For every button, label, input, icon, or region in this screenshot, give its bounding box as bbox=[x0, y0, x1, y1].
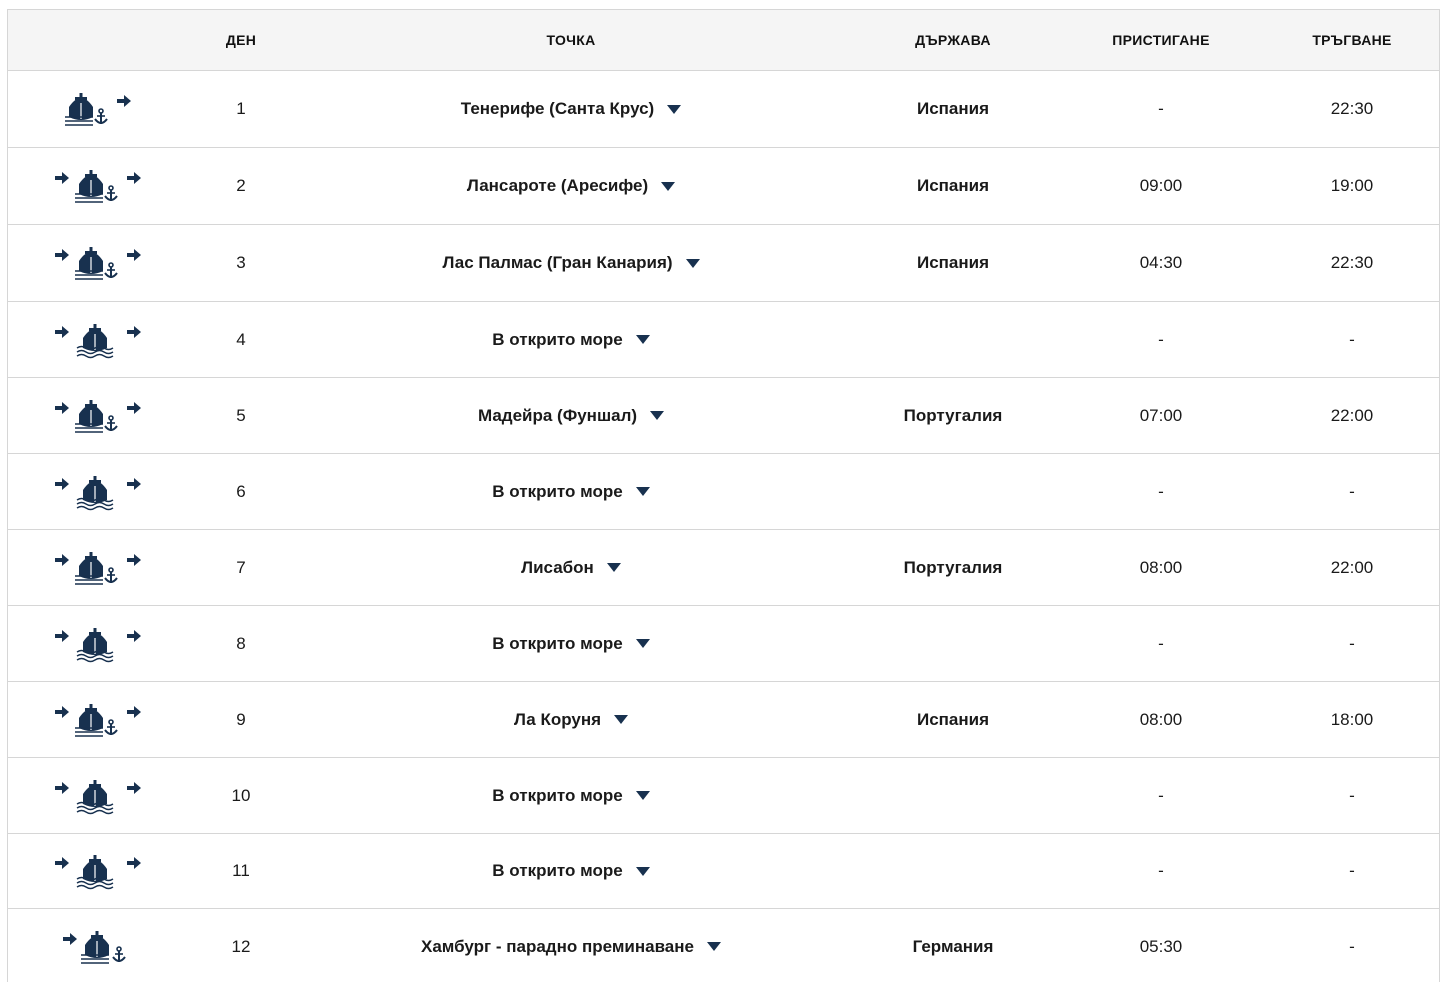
point-name: Ла Коруня bbox=[513, 709, 602, 729]
arrival-cell: - bbox=[1158, 481, 1164, 501]
point-name: Лисабон bbox=[521, 557, 594, 577]
departure-cell: 18:00 bbox=[1330, 709, 1374, 729]
route-icon-cell bbox=[8, 148, 188, 224]
point-name: В открито море bbox=[492, 633, 623, 653]
point-dropdown[interactable] bbox=[461, 99, 681, 119]
country-cell: Испания bbox=[916, 176, 990, 195]
route-icon-cell bbox=[8, 834, 188, 908]
arrival-cell: - bbox=[1158, 99, 1164, 118]
table-row bbox=[8, 71, 1439, 148]
country-cell bbox=[848, 454, 1058, 529]
country-cell: Испания bbox=[916, 99, 990, 118]
point-dropdown[interactable] bbox=[442, 253, 699, 273]
ship-port-end-icon bbox=[53, 925, 143, 969]
ship-port-icon bbox=[53, 698, 143, 742]
point-name: Мадейра (Фуншал) bbox=[477, 405, 638, 425]
header-country: ДЪРЖАВА bbox=[915, 32, 991, 48]
day-cell: 9 bbox=[236, 709, 246, 729]
country-cell: Испания bbox=[916, 253, 990, 272]
ship-sea-icon bbox=[53, 622, 143, 666]
table-row bbox=[8, 378, 1439, 454]
point-cell bbox=[294, 454, 848, 529]
table-row bbox=[8, 682, 1439, 758]
point-name: Лас Палмас (Гран Канария) bbox=[442, 253, 673, 272]
day-cell: 5 bbox=[236, 405, 246, 425]
country-cell bbox=[848, 834, 1058, 908]
point-dropdown[interactable] bbox=[514, 710, 628, 730]
ship-sea-icon bbox=[53, 774, 143, 818]
arrival-cell: 07:00 bbox=[1139, 405, 1183, 425]
table-row bbox=[8, 606, 1439, 682]
arrival-cell: - bbox=[1158, 861, 1164, 880]
point-name: В открито море bbox=[492, 329, 623, 349]
route-icon-cell bbox=[8, 378, 188, 453]
header-departure: ТРЪГВАНЕ bbox=[1312, 32, 1392, 48]
route-icon-cell bbox=[8, 225, 188, 301]
header-point: ТОЧКА bbox=[546, 32, 596, 48]
point-cell bbox=[294, 71, 848, 147]
table-row bbox=[8, 225, 1439, 302]
arrival-cell: 09:00 bbox=[1139, 176, 1183, 195]
departure-cell: 22:00 bbox=[1330, 405, 1374, 425]
arrival-cell: - bbox=[1158, 329, 1164, 349]
point-cell bbox=[294, 148, 848, 224]
route-icon-cell bbox=[8, 530, 188, 605]
caret-down-icon[interactable] bbox=[636, 639, 650, 648]
table-row bbox=[8, 834, 1439, 909]
point-dropdown[interactable] bbox=[492, 861, 649, 881]
arrival-cell: 08:00 bbox=[1139, 557, 1183, 577]
table-row bbox=[8, 454, 1439, 530]
arrival-cell: 04:30 bbox=[1139, 253, 1183, 272]
header-arrival: ПРИСТИГАНЕ bbox=[1112, 32, 1210, 48]
country-cell bbox=[848, 758, 1058, 833]
country-cell bbox=[848, 606, 1058, 681]
point-dropdown[interactable] bbox=[492, 330, 649, 350]
caret-down-icon[interactable] bbox=[650, 411, 664, 420]
table-header bbox=[8, 10, 1439, 71]
point-cell bbox=[294, 606, 848, 681]
point-cell bbox=[294, 758, 848, 833]
route-icon-cell bbox=[8, 909, 188, 982]
caret-down-icon[interactable] bbox=[636, 867, 650, 876]
caret-down-icon[interactable] bbox=[614, 715, 628, 724]
table-row bbox=[8, 148, 1439, 225]
caret-down-icon[interactable] bbox=[636, 487, 650, 496]
day-cell: 10 bbox=[231, 785, 251, 805]
header-day: ДЕН bbox=[225, 32, 257, 48]
point-dropdown[interactable] bbox=[467, 176, 675, 196]
day-cell: 1 bbox=[236, 99, 246, 118]
point-cell bbox=[294, 909, 848, 982]
ship-port-icon bbox=[53, 164, 143, 208]
point-name: Лансароте (Аресифе) bbox=[466, 176, 649, 195]
route-icon-cell bbox=[8, 682, 188, 757]
country-cell: Португалия bbox=[903, 405, 1003, 425]
departure-cell: - bbox=[1349, 861, 1355, 880]
departure-cell: 22:30 bbox=[1330, 253, 1374, 272]
day-cell: 12 bbox=[231, 936, 251, 956]
point-dropdown[interactable] bbox=[492, 634, 649, 654]
route-icon-cell bbox=[8, 454, 188, 529]
ship-port-icon bbox=[53, 241, 143, 285]
day-cell: 7 bbox=[236, 557, 246, 577]
departure-cell: - bbox=[1349, 936, 1355, 956]
point-cell bbox=[294, 378, 848, 453]
caret-down-icon[interactable] bbox=[707, 942, 721, 951]
point-cell bbox=[294, 682, 848, 757]
country-cell: Германия bbox=[912, 936, 994, 956]
caret-down-icon[interactable] bbox=[661, 182, 675, 191]
caret-down-icon[interactable] bbox=[636, 791, 650, 800]
point-dropdown[interactable] bbox=[421, 937, 721, 957]
departure-cell: - bbox=[1349, 633, 1355, 653]
day-cell: 3 bbox=[236, 253, 246, 272]
day-cell: 11 bbox=[232, 861, 250, 880]
day-cell: 2 bbox=[236, 176, 246, 195]
ship-port-icon bbox=[53, 394, 143, 438]
route-icon-cell bbox=[8, 71, 188, 147]
itinerary-table bbox=[7, 9, 1440, 982]
table-row bbox=[8, 302, 1439, 378]
ship-sea-icon bbox=[53, 849, 143, 893]
ship-port-icon bbox=[53, 546, 143, 590]
country-cell: Португалия bbox=[903, 557, 1003, 577]
day-cell: 4 bbox=[236, 329, 246, 349]
route-icon-cell bbox=[8, 606, 188, 681]
point-cell bbox=[294, 530, 848, 605]
point-cell bbox=[294, 225, 848, 301]
ship-sea-icon bbox=[53, 470, 143, 514]
day-cell: 6 bbox=[236, 481, 246, 501]
ship-port-start-icon bbox=[53, 87, 143, 131]
caret-down-icon[interactable] bbox=[667, 105, 681, 114]
point-name: В открито море bbox=[492, 785, 623, 805]
point-cell bbox=[294, 302, 848, 377]
day-cell: 8 bbox=[236, 633, 246, 653]
point-dropdown[interactable] bbox=[492, 482, 649, 502]
arrival-cell: 08:00 bbox=[1139, 709, 1183, 729]
arrival-cell: - bbox=[1158, 785, 1164, 805]
country-cell: Испания bbox=[916, 709, 990, 729]
departure-cell: 22:00 bbox=[1330, 557, 1374, 577]
arrival-cell: 05:30 bbox=[1139, 936, 1183, 956]
point-dropdown[interactable] bbox=[492, 786, 649, 806]
country-cell bbox=[848, 302, 1058, 377]
departure-cell: 22:30 bbox=[1330, 99, 1374, 118]
point-dropdown[interactable] bbox=[478, 406, 664, 426]
departure-cell: - bbox=[1349, 329, 1355, 349]
table-row bbox=[8, 530, 1439, 606]
route-icon-cell bbox=[8, 302, 188, 377]
departure-cell: 19:00 bbox=[1330, 176, 1374, 195]
ship-sea-icon bbox=[53, 318, 143, 362]
caret-down-icon[interactable] bbox=[686, 259, 700, 268]
departure-cell: - bbox=[1349, 785, 1355, 805]
point-name: Тенерифе (Санта Крус) bbox=[460, 99, 655, 118]
departure-cell: - bbox=[1349, 481, 1355, 501]
caret-down-icon[interactable] bbox=[636, 335, 650, 344]
route-icon-cell bbox=[8, 758, 188, 833]
arrival-cell: - bbox=[1158, 633, 1164, 653]
point-name: В открито море bbox=[492, 861, 623, 880]
point-name: Хамбург - парадно преминаване bbox=[421, 936, 694, 956]
table-body bbox=[8, 71, 1439, 982]
point-cell bbox=[294, 834, 848, 908]
point-name: В открито море bbox=[492, 481, 623, 501]
caret-down-icon[interactable] bbox=[607, 563, 621, 572]
table-row bbox=[8, 909, 1439, 982]
point-dropdown[interactable] bbox=[521, 558, 621, 578]
table-row bbox=[8, 758, 1439, 834]
